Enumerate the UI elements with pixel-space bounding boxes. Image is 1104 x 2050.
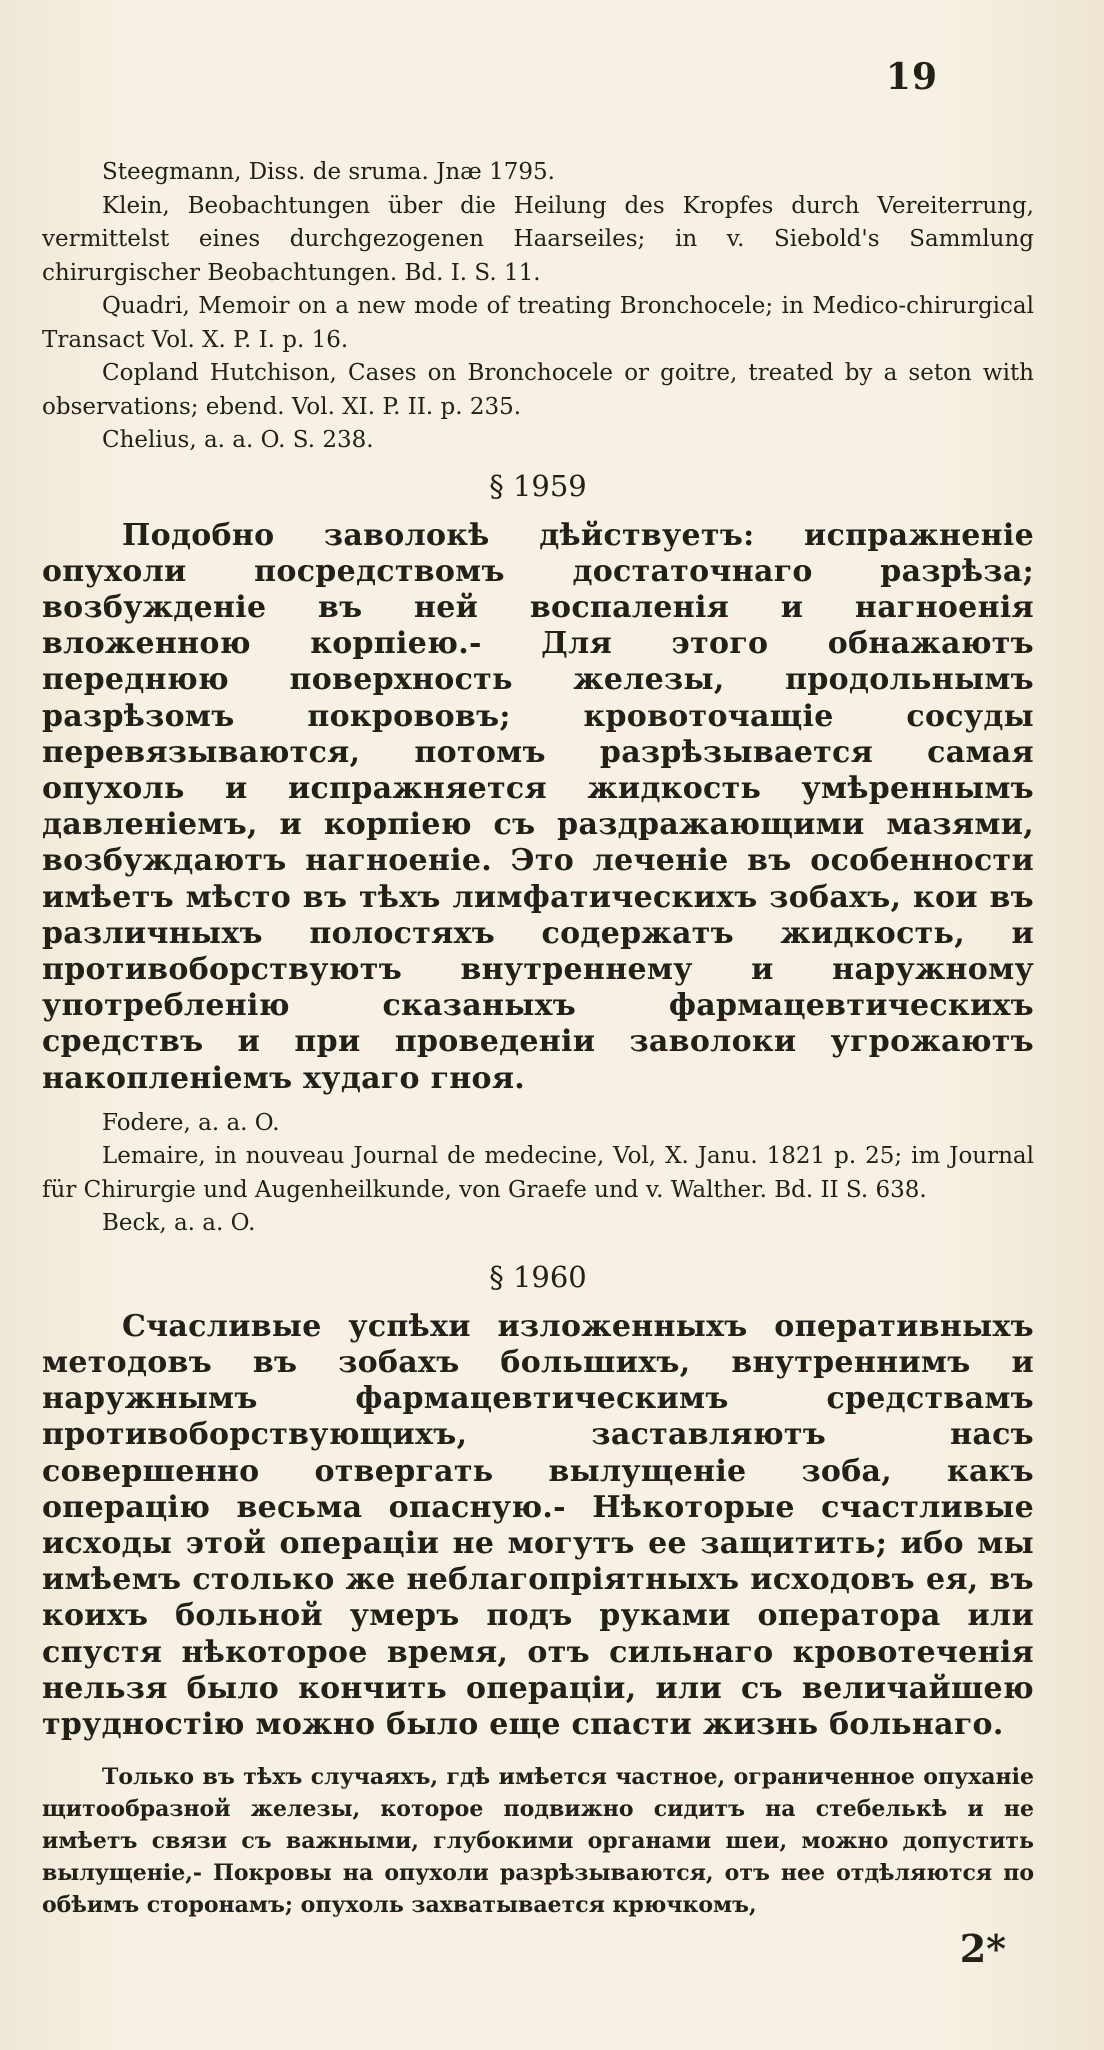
reference-item: Steegmann, Diss. de sruma. Jnæ 1795. bbox=[102, 159, 555, 185]
reference-item: Fodere, a. a. O. bbox=[102, 1109, 280, 1136]
reference-item: Quadri, Memoir on a new mode of treating Bronchocele; in Medico-chirurgical Transact Vol. X. P. I. p. 16. bbox=[42, 293, 1034, 353]
section-1960-small-text: Только въ тѣхъ случаяхъ, гдѣ имѣется частное, ограниченное опуханіе щитообразной железы, которое подвижно сидитъ на стебелькѣ и не имѣетъ связи съ важными, глубокими органами шеи, можно допустить вылущеніе,- Покровы на опухоли разрѣзываются, отъ нее отдѣляются по обѣимъ сторонамъ; опухоль захватывается крючкомъ, bbox=[42, 1764, 1034, 1919]
signature-mark: 2* bbox=[959, 1926, 1006, 1971]
section-heading-1960: § 1960 bbox=[489, 1259, 587, 1294]
reference-item: Chelius, a. a. O. S. 238. bbox=[102, 427, 374, 453]
section-1959-text: Подобно заволокѣ дѣйствуетъ: испражненіе опухоли посредствомъ достаточнаго разрѣза; возбужденіе въ ней воспаленія и нагноенія вложенною корпіею.- Для этого обнажаютъ переднюю поверхность железы, продольнымъ разрѣзомъ покрововъ; кровоточащіе сосуды перевязываются, потомъ разрѣзывается самая опухоль и испражняется жидкость умѣреннымъ давленіемъ, и корпіею съ раздражающими мазями, возбуждаютъ нагноеніе. Это леченіе въ особенности имѣетъ мѣсто въ тѣхъ лимфатическихъ зобахъ, кои въ различныхъ полостяхъ содержатъ жидкость, и противоборствуютъ внутреннему и наружному употребленію сказаныхъ фармацевтическихъ средствъ и при проведеніи заволоки угрожаютъ накопленіемъ худаго гноя. bbox=[42, 517, 1034, 1096]
reference-item: Copland Hutchison, Cases on Bronchocele or goitre, treated by a seton with observations; ebend. Vol. XI. P. II. p. 235. bbox=[42, 360, 1034, 420]
page-content bbox=[42, 156, 1034, 1921]
page-number: 19 bbox=[885, 56, 938, 98]
references-list bbox=[42, 156, 1034, 458]
reference-item: Lemaire, in nouveau Journal de medecine, Vol, X. Janu. 1821 p. 25; im Journal für Chirurgie und Augenheilkunde, von Graefe und v. Walther. Bd. II S. 638. bbox=[42, 1143, 1034, 1203]
section-1959-references bbox=[42, 1107, 1034, 1241]
reference-item: Beck, a. a. O. bbox=[102, 1210, 256, 1237]
reference-item: Klein, Beobachtungen über die Heilung des Kropfes durch Vereiterrung, vermittelst eines durchgezogenen Haarseiles; in v. Siebold's Sammlung chirurgischer Beobachtungen. Bd. I. S. 11. bbox=[42, 192, 1034, 286]
section-heading-1959: § 1959 bbox=[489, 468, 587, 503]
section-1960-text: Счасливые успѣхи изложенныхъ оперативныхъ методовъ въ зобахъ большихъ, внутреннимъ и наружнымъ фармацевтическимъ средствамъ противоборствующихъ, заставляютъ насъ совершенно отвергать вылущеніе зоба, какъ операцію весьма опасную.- Нѣкоторые счастливые исходы этой операціи не могутъ ее защитить; ибо мы имѣемъ столько же неблагопріятныхъ исходовъ ея, въ коихъ больной умеръ подъ руками оператора или спустя нѣкоторое время, отъ сильнаго кровотеченія нельзя было кончить операціи, или съ величайшею трудностію можно было еще спасти жизнь больнаго. bbox=[42, 1308, 1034, 1742]
